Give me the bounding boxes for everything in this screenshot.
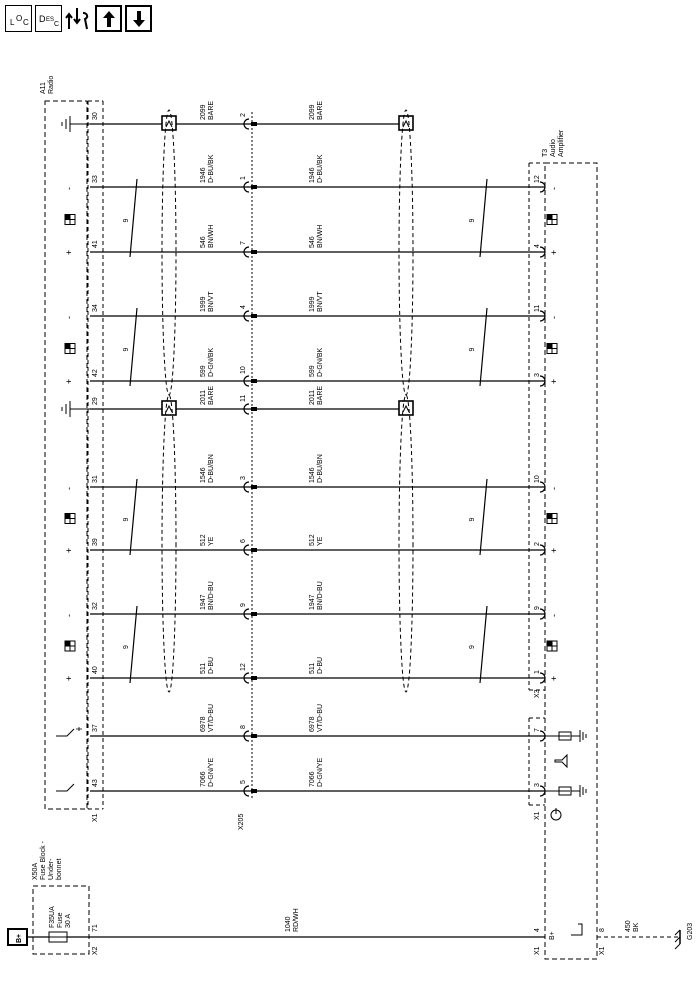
radio-sign-32: - (64, 614, 74, 617)
splice-pin-label-9: 9 (240, 603, 247, 607)
radio-pin-31: 31 (92, 475, 99, 483)
circuit-amp-side-43: 7066 (309, 771, 316, 787)
splice-pin-label-3: 3 (240, 476, 247, 480)
color-amp-side-31: D-BU/BN (317, 454, 324, 483)
twist-amp-3 (480, 606, 487, 683)
splice-pin-6 (251, 548, 257, 552)
color-radio-side-42: D-GN/BK (208, 347, 215, 377)
amp-pin-9: 9 (534, 606, 541, 610)
radio-pin-40: 40 (92, 666, 99, 674)
amp-sub1: Audio (550, 139, 557, 157)
twist-radio-0 (130, 179, 137, 257)
radio-pin-39: 39 (92, 538, 99, 546)
twist-count-radio-2: 9 (123, 517, 130, 522)
amp-pin-1: 1 (534, 670, 541, 674)
amp-pin-2: 2 (534, 542, 541, 546)
fuse-name: F35UA (49, 906, 56, 928)
splice-pin-label-2: 2 (240, 113, 247, 117)
circuit-amp-side-42: 599 (309, 365, 316, 377)
gnd-color: BK (633, 922, 640, 932)
twist-amp-0 (480, 179, 487, 257)
radio-pin-37: 37 (92, 724, 99, 732)
ground-name: G203 (687, 922, 694, 940)
splice-pin-label-4: 4 (240, 305, 247, 309)
splice-pin-label-10: 10 (240, 366, 247, 374)
color-radio-side-34: BN/VT (208, 291, 215, 312)
circuit-amp-side-34: 1999 (309, 296, 316, 312)
splice-pin-label-11: 11 (240, 394, 247, 402)
circuit-radio-side-37: 6978 (200, 716, 207, 732)
circuit-radio-side-34: 1999 (200, 296, 207, 312)
circuit-amp-side-33: 1946 (309, 167, 316, 183)
channel-icon-3-70 (65, 641, 75, 651)
splice-pin-5 (251, 789, 257, 793)
drain-box-amp-30 (399, 116, 413, 130)
shield-radio-1 (162, 395, 176, 692)
splice-pin-label-1: 1 (240, 176, 247, 180)
splice-pin-4 (251, 314, 257, 318)
splice-pin-2 (251, 122, 257, 126)
amp-bplus-label: B+ (549, 931, 556, 940)
color-amp-side-39: YE (317, 536, 324, 546)
circuit-amp-side-37: 6978 (309, 716, 316, 732)
radio-pin-34: 34 (92, 304, 99, 312)
amp-sign-33: - (549, 187, 559, 190)
color-radio-side-31: D-BU/BN (208, 454, 215, 483)
fuse-block-sub2: Under- (48, 858, 55, 880)
color-amp-side-42: D-GN/BK (317, 347, 324, 377)
channel-icon-0-552 (547, 215, 557, 225)
radio-pin-32: 32 (92, 602, 99, 610)
radio-sign-41: + (64, 249, 74, 255)
amp-pin-3: 3 (534, 373, 541, 377)
amp-pin-7: 7 (534, 728, 541, 732)
color-amp-side-32: BN/D-BU (317, 581, 324, 610)
radio-pin-41: 41 (92, 240, 99, 248)
conn-splice: X205 (238, 813, 245, 830)
radio-sub: Radio (48, 75, 55, 94)
twist-count-amp-2: 9 (469, 517, 476, 522)
amp-gnd-pin: 8 (599, 928, 606, 932)
channel-icon-2-552 (547, 514, 557, 524)
location-button[interactable]: L O C (5, 5, 32, 32)
radio-sign-39: + (64, 547, 74, 553)
splice-pin-9 (251, 612, 257, 616)
circuit-amp-side-39: 512 (309, 534, 316, 546)
splice-pin-10 (251, 379, 257, 383)
splice-pin-8 (251, 734, 257, 738)
color-amp-side-43: D-GN/YE (317, 757, 324, 787)
circuit-radio-side-41: 546 (200, 236, 207, 248)
splice-pin-label-5: 5 (240, 780, 247, 784)
circuit-radio-side-30: 2099 (200, 104, 207, 120)
amp-name: T3 (542, 148, 549, 157)
color-radio-side-32: BN/D-BU (208, 581, 215, 610)
speaker-icon (555, 755, 567, 767)
color-radio-side-30: BARE (208, 100, 215, 120)
color-amp-side-30: BARE (317, 100, 324, 120)
drain-box-radio-29 (162, 401, 176, 415)
channel-icon-2-70 (65, 514, 75, 524)
radio-box (45, 101, 87, 809)
amp-pin-3: 3 (534, 783, 541, 787)
conn-radio-x1: X1 (92, 813, 99, 822)
drain-box-radio-30 (162, 116, 176, 130)
color-radio-side-29: BARE (208, 385, 215, 405)
power-color: RD/WH (293, 908, 300, 932)
radio-pin-30: 30 (92, 112, 99, 120)
color-amp-side-29: BARE (317, 385, 324, 405)
twist-count-radio-1: 9 (123, 347, 130, 352)
radio-sign-40: + (64, 675, 74, 681)
splice-pin-11 (251, 407, 257, 411)
radio-pin-43: 43 (92, 779, 99, 787)
twist-count-amp-3: 9 (469, 645, 476, 649)
fuse-rating: 30 A (65, 913, 72, 928)
color-amp-side-41: BN/WH (317, 224, 324, 248)
splice-pin-label-7: 7 (240, 241, 247, 245)
splice-pin-label-6: 6 (240, 539, 247, 543)
splice-pin-3 (251, 485, 257, 489)
twist-count-amp-1: 9 (469, 347, 476, 352)
radio-pin-42: 42 (92, 369, 99, 377)
circuit-amp-side-30: 2099 (309, 104, 316, 120)
fuse-pin: 71 (92, 924, 99, 932)
twist-amp-2 (480, 479, 487, 555)
color-radio-side-41: BN/WH (208, 224, 215, 248)
amp-sub2: Amplifier (558, 129, 565, 157)
circuit-radio-side-42: 599 (200, 365, 207, 377)
channel-icon-1-552 (547, 344, 557, 354)
color-amp-side-37: VT/D-BU (317, 704, 324, 732)
shield-amp-1 (399, 395, 413, 692)
color-amp-side-34: BN/VT (317, 291, 324, 312)
radio-name: A11 (40, 82, 47, 94)
twist-radio-3 (130, 606, 137, 683)
color-radio-side-40: D-BU (208, 656, 215, 674)
circuit-amp-side-32: 1947 (309, 594, 316, 610)
amp-sign-34: - (549, 316, 559, 319)
color-amp-side-40: D-BU (317, 656, 324, 674)
twist-amp-1 (480, 308, 487, 386)
amp-pin-4: 4 (534, 244, 541, 248)
amp-sign-40: + (549, 675, 559, 681)
circuit-amp-side-29: 2011 (309, 389, 316, 405)
fuse-block-name: X50A (32, 862, 39, 880)
amp-sign-39: + (549, 547, 559, 553)
amp-internal-ground-icon (571, 924, 582, 935)
radio-pin-33: 33 (92, 175, 99, 183)
twist-count-radio-0: 9 (123, 218, 130, 223)
circuit-amp-side-40: 511 (309, 662, 316, 674)
splice-pin-label-8: 8 (240, 725, 247, 729)
circuit-amp-side-41: 546 (309, 236, 316, 248)
channel-icon-0-70 (65, 215, 75, 225)
fuse-block-sub1: Fuse Block - (40, 841, 47, 880)
amplifier-box (545, 163, 597, 959)
radio-switch-icon-37 (60, 729, 74, 736)
radio-switch-icon-43 (60, 784, 74, 791)
twist-radio-1 (130, 308, 137, 386)
radio-ground-icon-30 (62, 116, 90, 132)
color-amp-side-33: D-BU/BK (317, 154, 324, 183)
channel-icon-3-552 (547, 641, 557, 651)
circuit-radio-side-31: 1546 (200, 467, 207, 483)
color-radio-side-37: VT/D-BU (208, 704, 215, 732)
amp-sign-32: - (549, 614, 559, 617)
gnd-circuit: 450 (625, 920, 632, 932)
power-circuit: 1040 (285, 916, 292, 932)
conn-amp-pwr-x1: X1 (534, 946, 541, 955)
color-radio-side-39: YE (208, 536, 215, 546)
radio-sign-31: - (64, 487, 74, 490)
conn-amp-gnd-x1: X1 (599, 946, 606, 955)
amp-sign-31: - (549, 487, 559, 490)
conn-amp-x3: X3 (534, 689, 541, 698)
bplus-label: B+ (16, 933, 23, 943)
twist-count-radio-3: 9 (123, 645, 130, 649)
color-radio-side-43: D-GN/YE (208, 757, 215, 787)
splice-pin-1 (251, 185, 257, 189)
circuit-radio-side-32: 1947 (200, 594, 207, 610)
circuit-radio-side-43: 7066 (200, 771, 207, 787)
circuit-radio-side-40: 511 (200, 662, 207, 674)
radio-sign-33: - (64, 187, 74, 190)
fuse-block-sub3: bonnet (56, 858, 63, 880)
splice-pin-12 (251, 676, 257, 680)
amp-pin-11: 11 (534, 304, 541, 312)
twist-count-amp-0: 9 (469, 218, 476, 223)
amp-pin-12: 12 (534, 175, 541, 183)
radio-sign-42: + (64, 378, 74, 384)
amp-pwr-pin: 4 (534, 928, 541, 932)
circuit-radio-side-33: 1946 (200, 167, 207, 183)
circuit-amp-side-31: 1546 (309, 467, 316, 483)
twist-radio-2 (130, 479, 137, 555)
splice-pin-label-12: 12 (240, 663, 247, 671)
circuit-radio-side-39: 512 (200, 534, 207, 546)
radio-ground-icon-29 (62, 401, 90, 417)
conn-amp-x1: X1 (534, 811, 541, 820)
fuse-sub: Fuse (57, 912, 64, 928)
color-radio-side-33: D-BU/BK (208, 154, 215, 183)
circuit-radio-side-29: 2011 (200, 389, 207, 405)
amp-sign-42: + (549, 378, 559, 384)
drain-box-amp-29 (399, 401, 413, 415)
conn-fuse-x2: X2 (92, 946, 99, 955)
description-button[interactable]: D ES C (35, 5, 62, 32)
radio-sign-34: - (64, 316, 74, 319)
radio-pin-29: 29 (92, 397, 99, 405)
amp-pin-10: 10 (534, 475, 541, 483)
splice-pin-7 (251, 250, 257, 254)
channel-icon-1-70 (65, 344, 75, 354)
amp-sign-41: + (549, 249, 559, 255)
